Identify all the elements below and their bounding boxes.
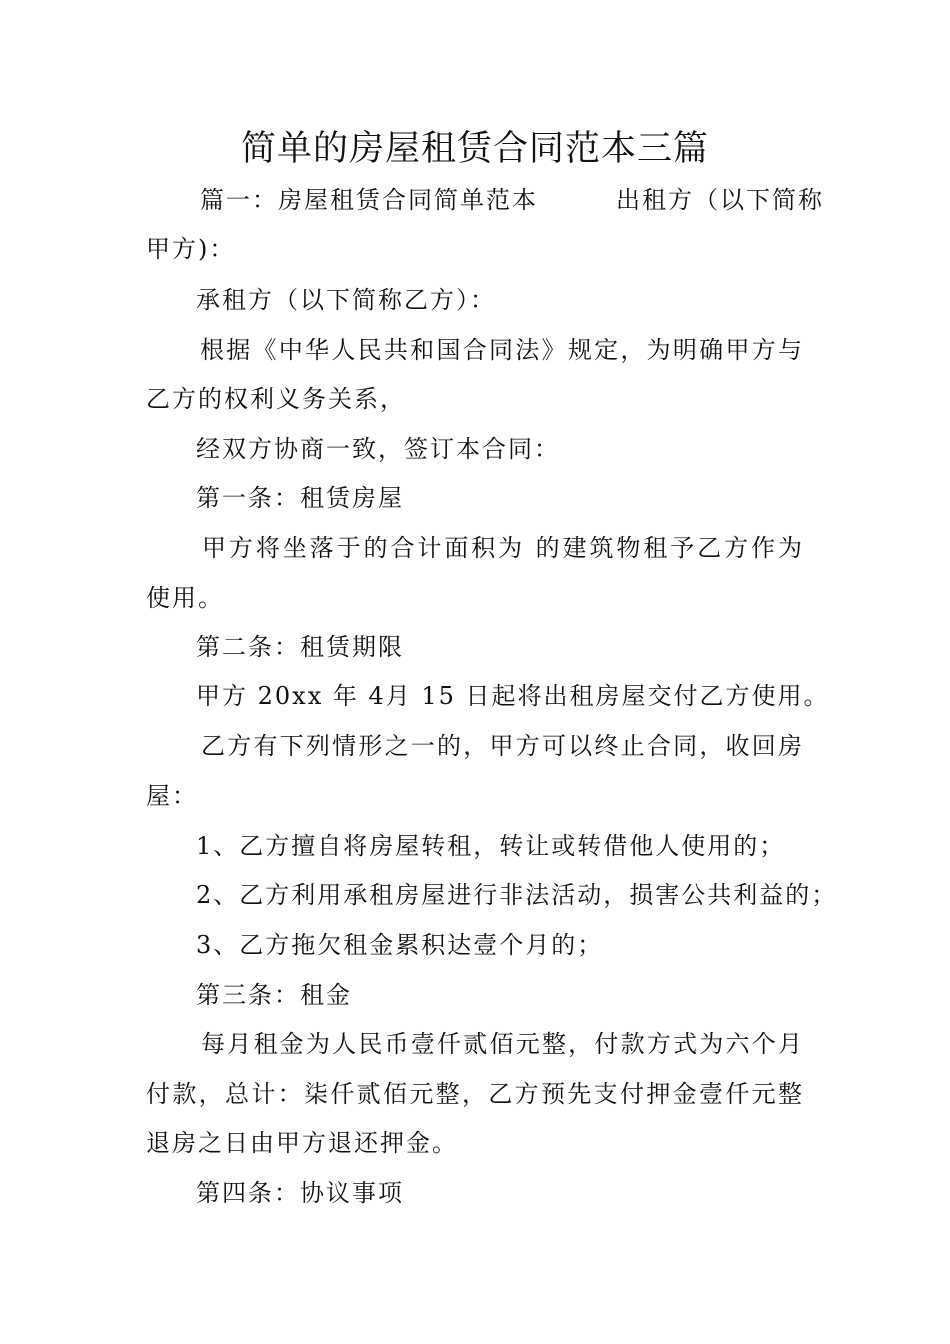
text-line: 根据《中华人民共和国合同法》规定，为明确甲方与 — [200, 336, 804, 364]
list-item: 1、乙方擅自将房屋转租，转让或转借他人使用的； — [196, 832, 786, 860]
list-item: 3、乙方拖欠租金累积达壹个月的； — [196, 931, 604, 959]
text-line: 乙方的权利义务关系， — [146, 385, 406, 413]
text-line: 甲方)： — [146, 235, 236, 263]
section-heading: 第二条：租赁期限 — [196, 633, 404, 661]
section-heading: 第四条：协议事项 — [196, 1179, 404, 1207]
text-line: 退房之日由甲方退还押金。 — [146, 1129, 458, 1157]
text-line: 屋： — [146, 782, 198, 810]
text-line: 付款，总计：柒仟贰佰元整，乙方预先支付押金壹仟元整 — [146, 1080, 804, 1108]
text-line: 使用。 — [146, 584, 224, 612]
section-heading: 第一条：租赁房屋 — [196, 484, 404, 512]
text-line: 每月租金为人民币壹仟贰佰元整，付款方式为六个月 — [201, 1030, 804, 1058]
document-title: 简单的房屋租赁合同范本三篇 — [240, 129, 709, 169]
text-line: 经双方协商一致，签订本合同： — [196, 435, 560, 463]
text-line: 篇一：房屋租赁合同简单范本 出租方（以下简称 — [200, 186, 824, 214]
text-line: 乙方有下列情形之一的，甲方可以终止合同，收回房 — [201, 732, 804, 760]
text-line: 承租方（以下简称乙方）： — [196, 286, 496, 314]
section-heading: 第三条：租金 — [196, 981, 352, 1009]
text-line: 甲方将坐落于的合计面积为 的建筑物租予乙方作为 — [202, 534, 804, 562]
list-item: 2、乙方利用承租房屋进行非法活动，损害公共利益的； — [196, 881, 838, 909]
text-line: 甲方 20xx 年 4月 15 日起将出租房屋交付乙方使用。 — [196, 682, 830, 710]
